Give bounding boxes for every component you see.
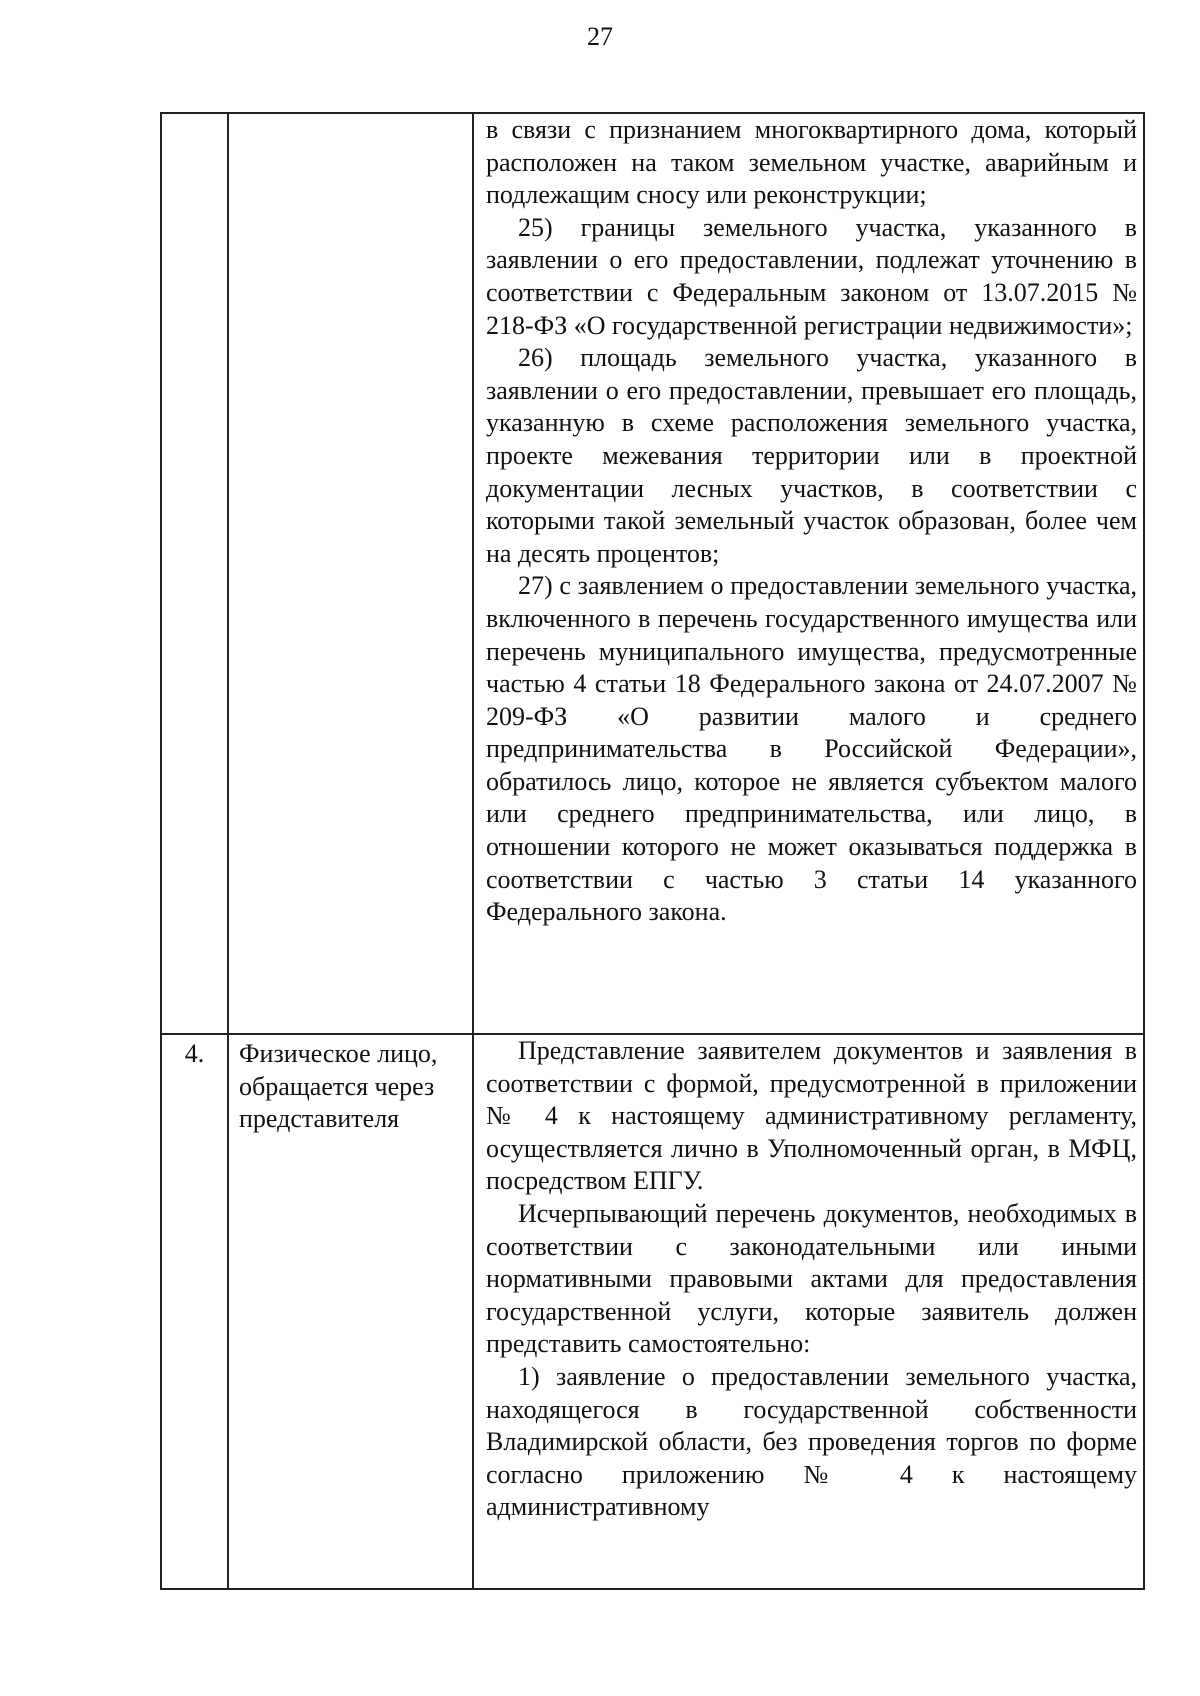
paragraph: 27) с заявлением о предоставлении земельного участка, включенного в перечень государственного имущества или перечень муниципального имущества, предусмотренные частью 4 статьи 18 Федерального закона от 24.07.2007 № 209-ФЗ «О развитии малого и среднего предпринимательства в Российской Федерации», обратилось лицо, которое не является субъектом малого или среднего предпринимательства, или лицо, в отношении которого не может оказываться поддержка в соответствии с частью 3 статьи 14 указанного Федерального закона.	[486, 571, 1137, 927]
row-number-cell	[161, 113, 228, 1034]
table-row	[161, 1034, 1144, 1589]
row-number-cell: 4.	[161, 1034, 228, 1589]
paragraph: 1) заявление о предоставлении земельного участка, находящегося в государственной собственности Владимирской области, без проведения торгов по форме согласно приложению № 4 к настоящему административному	[486, 1361, 1137, 1522]
applicant-cell: Физическое лицо, обращается через представителя	[228, 1034, 473, 1589]
requirements-cell	[473, 113, 1144, 1034]
paragraph: 26) площадь земельного участка, указанного в заявлении о его предоставлении, превышает его площадь, указанную в схеме расположения земельного участка, проекте межевания территории или в проектной документации лесных участков, в соответствии с которыми такой земельный участок образован, более чем на десять процентов;	[486, 343, 1137, 568]
applicant-cell	[228, 113, 473, 1034]
paragraph: Представление заявителем документов и заявления в соответствии с формой, предусмотренной в приложении № 4 к настоящему административному регламенту, осуществляется лично в Уполномоченный орган, в МФЦ, посредством ЕПГУ.	[486, 1036, 1137, 1196]
paragraph: Исчерпывающий перечень документов, необходимых в соответствии с законодательными или иными нормативными правовыми актами для предоставления государственной услуги, которые заявитель должен представить самостоятельно:	[486, 1198, 1137, 1359]
table-row	[161, 113, 1144, 1034]
requirements-table	[160, 112, 1145, 1590]
page-number: 27	[587, 22, 613, 51]
requirements-cell	[473, 1034, 1144, 1589]
paragraph: в связи с признанием многоквартирного дома, который расположен на таком земельном участке, аварийным и подлежащим сносу или реконструкции;	[486, 115, 1137, 210]
paragraph: 25) границы земельного участка, указанного в заявлении о его предоставлении, подлежат уточнению в соответствии с Федеральным законом от 13.07.2015 № 218-ФЗ «О государственной регистрации недвижимости»;	[486, 212, 1137, 340]
